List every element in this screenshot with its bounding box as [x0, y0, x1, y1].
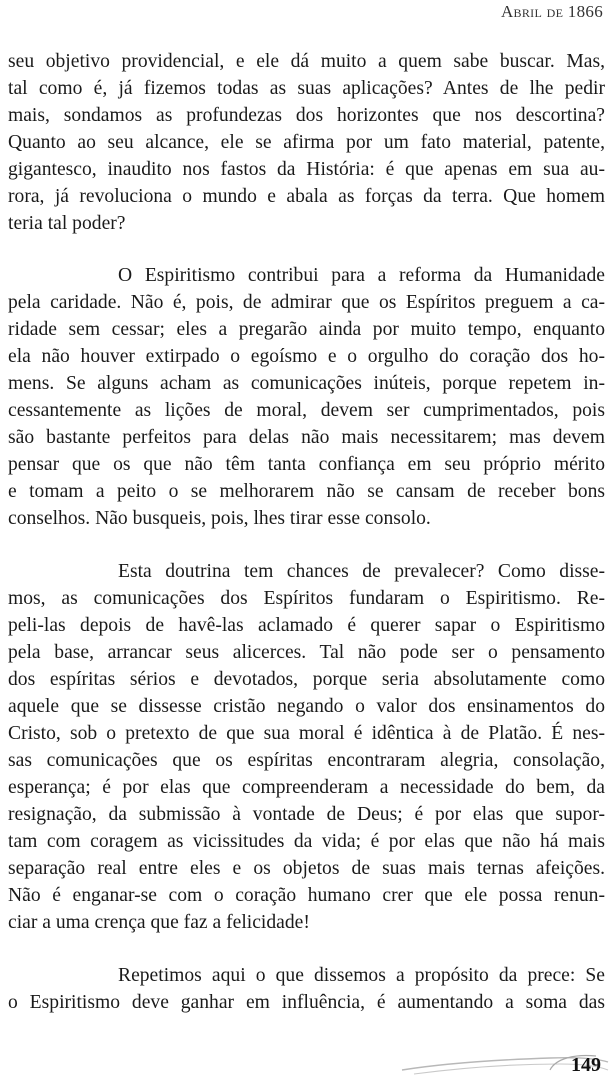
paragraph-4: [8, 962, 605, 1016]
paragraph-1: [8, 48, 605, 237]
page-number: 149: [571, 1054, 601, 1076]
paragraph-2: [8, 262, 605, 532]
text-line: o Espiritismo deve ganhar em influência, é aumentando a soma das: [8, 992, 605, 1013]
text-line: pensar que os que não têm tanta confiança em seu próprio mérito: [8, 454, 605, 475]
text-line: peli-las depois de havê-las aclamado é querer sapar o Espiritismo: [8, 615, 605, 636]
text-line: pela base, arrancar seus alicerces. Tal não pode ser o pensamento: [8, 642, 605, 663]
text-line: conselhos. Não busqueis, pois, lhes tirar esse consolo.: [8, 508, 431, 529]
text-line: tal como é, já fizemos todas as suas aplicações? Antes de lhe pedir: [8, 78, 605, 99]
text-line: Repetimos aqui o que dissemos a propósito da prece: Se: [118, 965, 605, 986]
text-line: rora, já revoluciona o mundo e abala as forças da terra. Que homem: [8, 186, 605, 207]
text-line: mos, as comunicações dos Espíritos fundaram o Espiritismo. Re-: [8, 588, 605, 609]
text-line: dos espíritas sérios e devotados, porque seria absolutamente como: [8, 669, 605, 690]
text-line: resignação, da submissão à vontade de Deus; é por elas que supor-: [8, 804, 605, 825]
text-line: teria tal poder?: [8, 213, 126, 234]
text-line: ciar a uma crença que faz a felicidade!: [8, 912, 310, 933]
text-line: são bastante perfeitos para delas não mais necessitarem; mas devem: [8, 427, 605, 448]
text-line: e tomam a peito o se melhorarem não se cansam de receber bons: [8, 481, 605, 502]
running-header: Abril de 1866: [500, 2, 603, 21]
text-line: Cristo, sob o pretexto de que sua moral é idêntica à de Platão. É nes-: [8, 723, 605, 744]
text-line: cessantemente as lições de moral, devem ser cumprimentados, pois: [8, 400, 605, 421]
text-line: sas comunicações que os espíritas encontraram alegria, consolação,: [8, 750, 605, 771]
paragraph-3: [8, 558, 605, 936]
text-line: ridade sem cessar; eles a pregarão ainda por muito tempo, enquanto: [8, 319, 605, 340]
text-line: esperança; é por elas que compreenderam a necessidade do bem, da: [8, 777, 605, 798]
text-line: separação real entre eles e os objetos de suas mais ternas afeições.: [8, 858, 605, 879]
text-line: tam com coragem as vicissitudes da vida; é por elas que não há mais: [8, 831, 605, 852]
text-line: Esta doutrina tem chances de prevalecer? Como disse-: [118, 561, 605, 582]
text-line: ela não houver extirpado o egoísmo e o orgulho do coração dos ho-: [8, 346, 605, 367]
text-line: aquele que se dissesse cristão negando o valor dos ensinamentos do: [8, 696, 605, 717]
text-line: gigantesco, inaudito nos fastos da História: é que apenas em sua au-: [8, 159, 605, 180]
text-line: mais, sondamos as profundezas dos horizontes que nos descortina?: [8, 105, 605, 126]
text-line: pela caridade. Não é, pois, de admirar que os Espíritos preguem a ca-: [8, 292, 605, 313]
text-line: mens. Se alguns acham as comunicações inúteis, porque repetem in-: [8, 373, 605, 394]
text-line: seu objetivo providencial, e ele dá muito a quem sabe buscar. Mas,: [8, 51, 605, 72]
text-line: O Espiritismo contribui para a reforma da Humanidade: [118, 265, 605, 286]
text-line: Não é enganar-se com o coração humano crer que ele possa renun-: [8, 885, 605, 906]
page-footer: [400, 1040, 611, 1086]
text-line: Quanto ao seu alcance, ele se afirma por um fato material, patente,: [8, 132, 605, 153]
